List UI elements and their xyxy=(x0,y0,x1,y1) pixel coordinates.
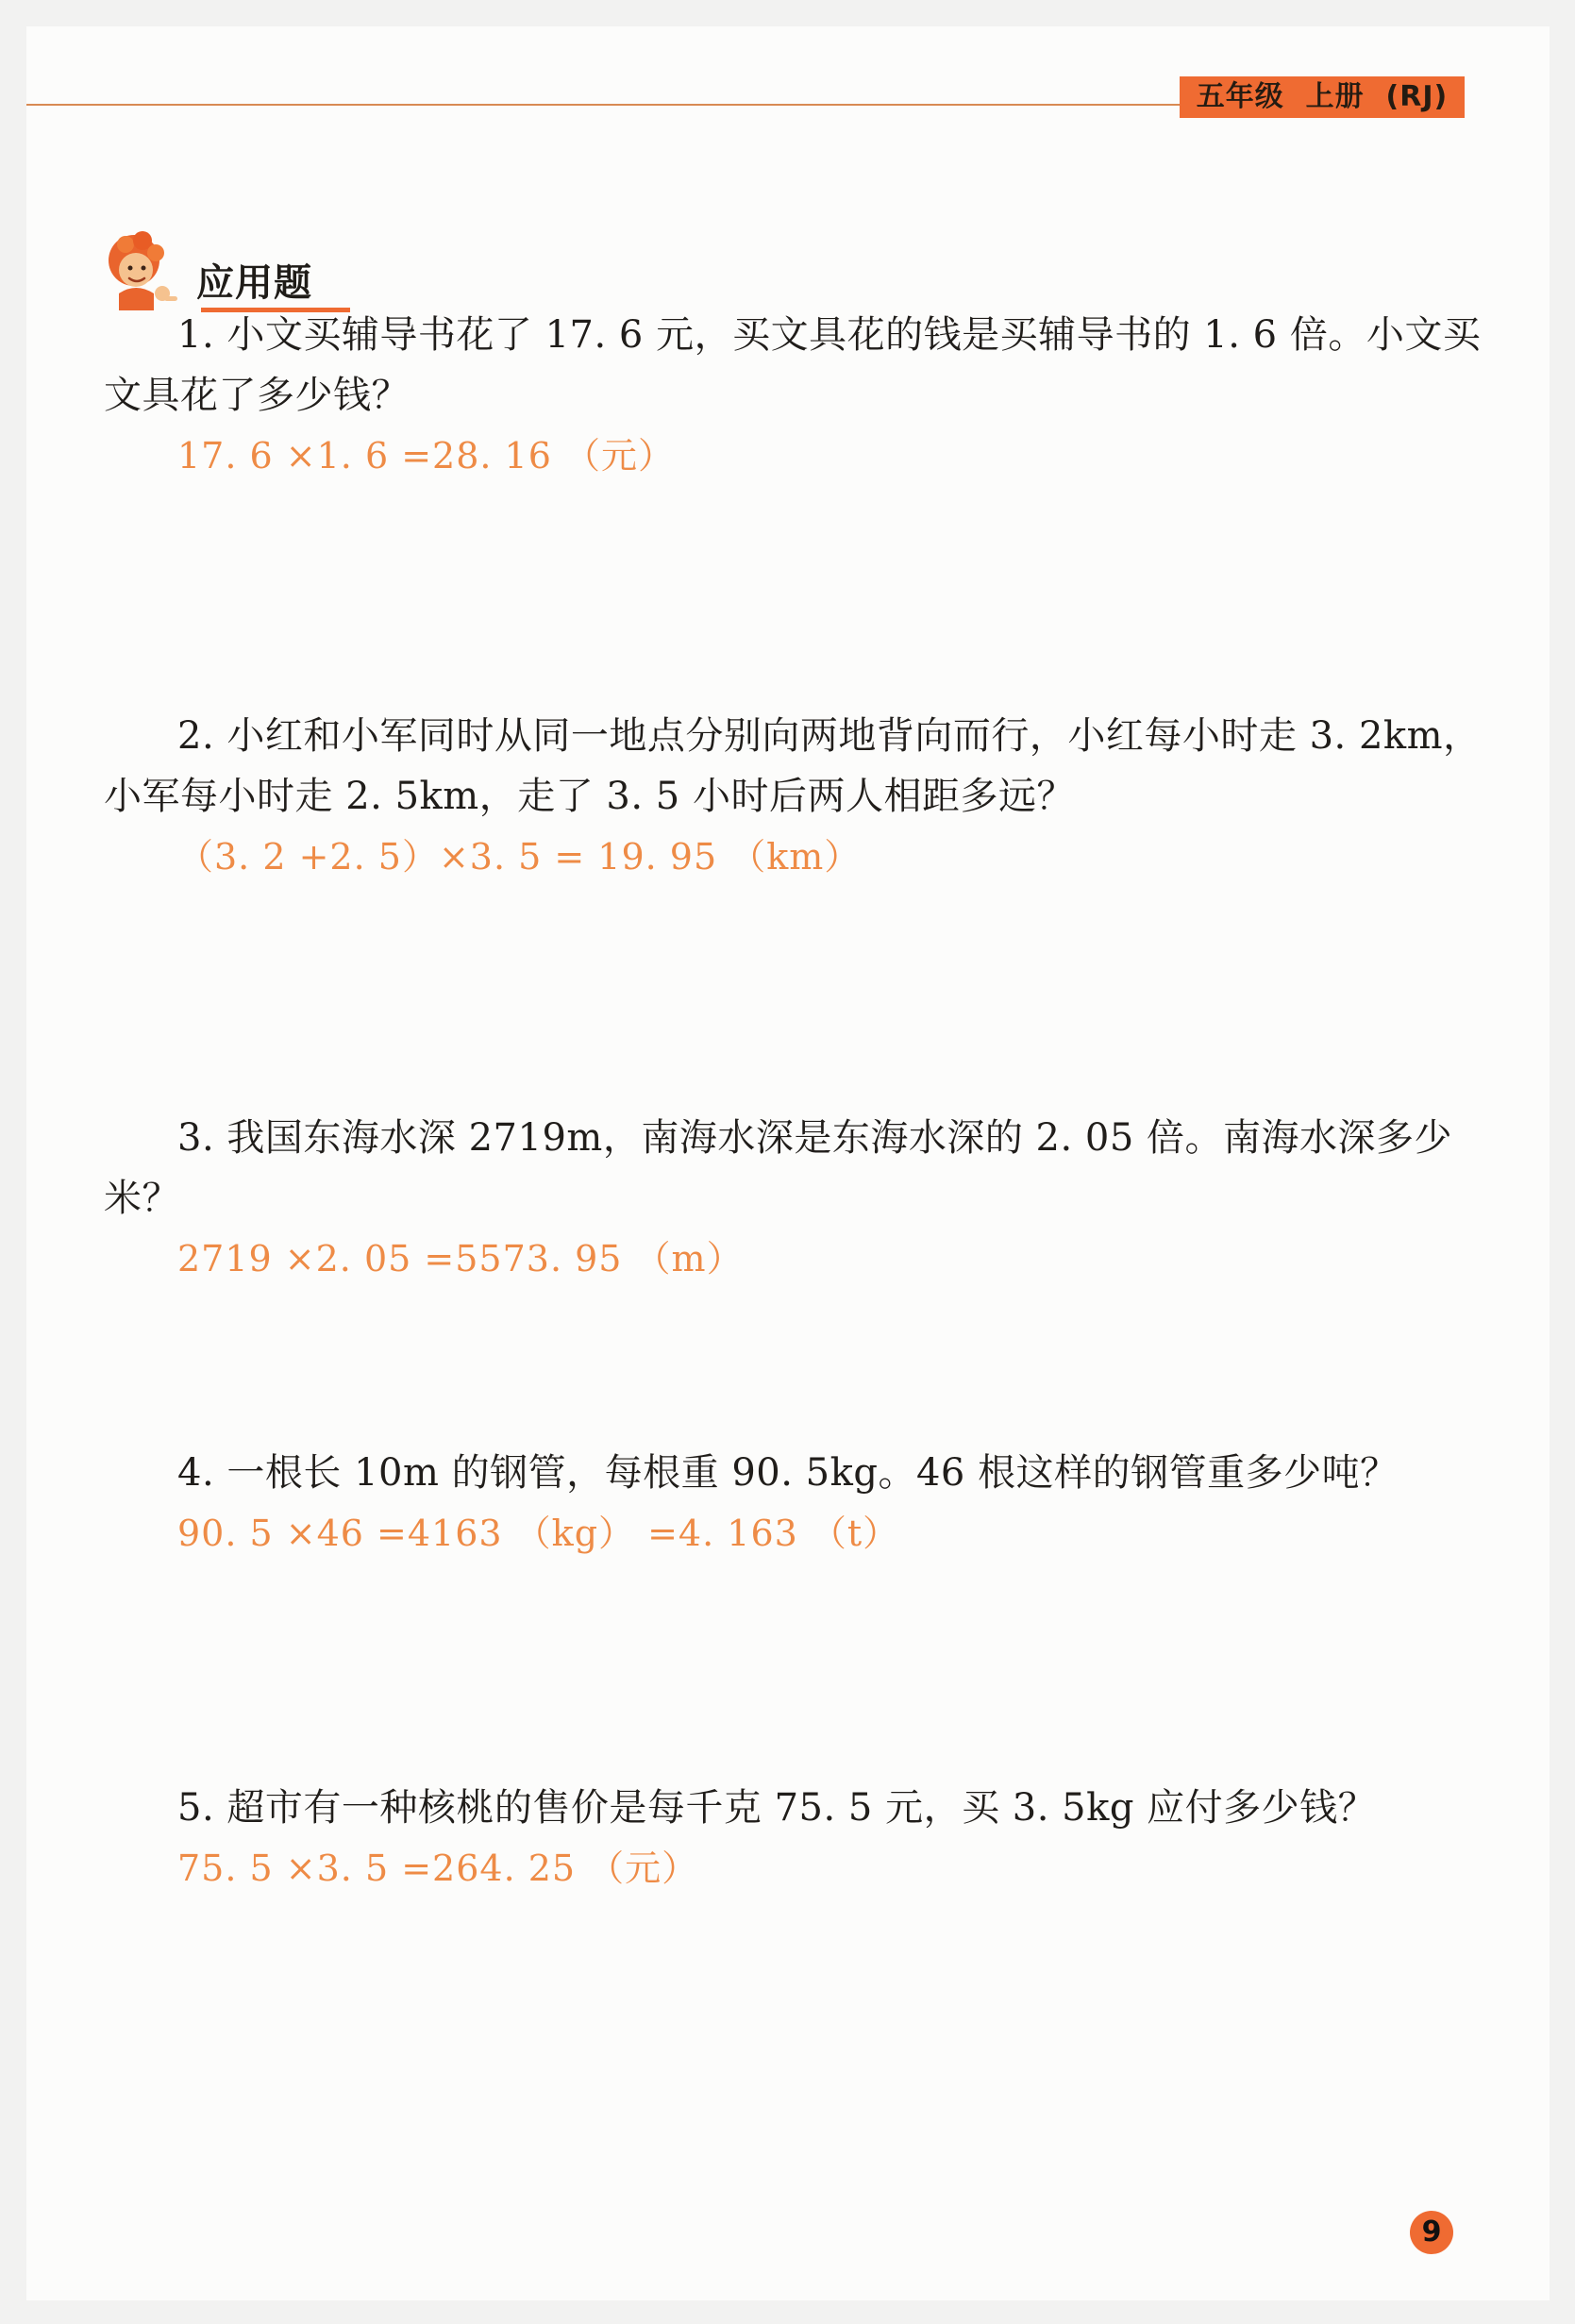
grade-volume-badge: 五年级 上册 (RJ) xyxy=(1180,76,1465,118)
problem-item xyxy=(104,305,1491,486)
problem-question: 4. 一根长 10m 的钢管，每根重 90. 5kg。46 根这样的钢管重多少吨？ xyxy=(177,1451,1399,1495)
problem-question: 3. 我国东海水深 2719m，南海水深是东海水深的 2. 05 倍。南海水深多少米？ xyxy=(104,1116,1453,1220)
problem-answer: 90. 5 ×46 =4163 （kg） =4. 163 （t） xyxy=(177,1513,900,1554)
problem-item xyxy=(104,1108,1491,1289)
problem-question: 1. 小文买辅导书花了 17. 6 元，买文具花的钱是买辅导书的 1. 6 倍。小文买文具花了多少钱？ xyxy=(104,313,1482,417)
problem-question: 2. 小红和小军同时从同一地点分别向两地背向而行，小红每小时走 3. 2km，小军每小时走 2. 5km，走了 3. 5 小时后两人相距多远？ xyxy=(104,714,1482,818)
problem-item xyxy=(104,1443,1491,1563)
problem-answer: 17. 6 ×1. 6 =28. 16 （元） xyxy=(177,435,675,477)
header-rule xyxy=(26,104,1187,106)
page-number: 9 xyxy=(1410,2211,1453,2254)
problem-answer: 75. 5 ×3. 5 =264. 25 （元） xyxy=(177,1847,699,1889)
section-title: 应用题 xyxy=(196,261,312,305)
problem-question: 5. 超市有一种核桃的售价是每千克 75. 5 元，买 3. 5kg 应付多少钱？ xyxy=(177,1786,1377,1830)
workbook-page xyxy=(26,26,1550,2300)
problem-item xyxy=(104,706,1491,887)
problem-answer: （3. 2 +2. 5）×3. 5 = 19. 95 （km） xyxy=(177,836,862,878)
problem-item xyxy=(104,1778,1491,1898)
cartoon-child-mascot-icon xyxy=(102,227,189,314)
problem-answer: 2719 ×2. 05 =5573. 95 （m） xyxy=(177,1238,744,1279)
